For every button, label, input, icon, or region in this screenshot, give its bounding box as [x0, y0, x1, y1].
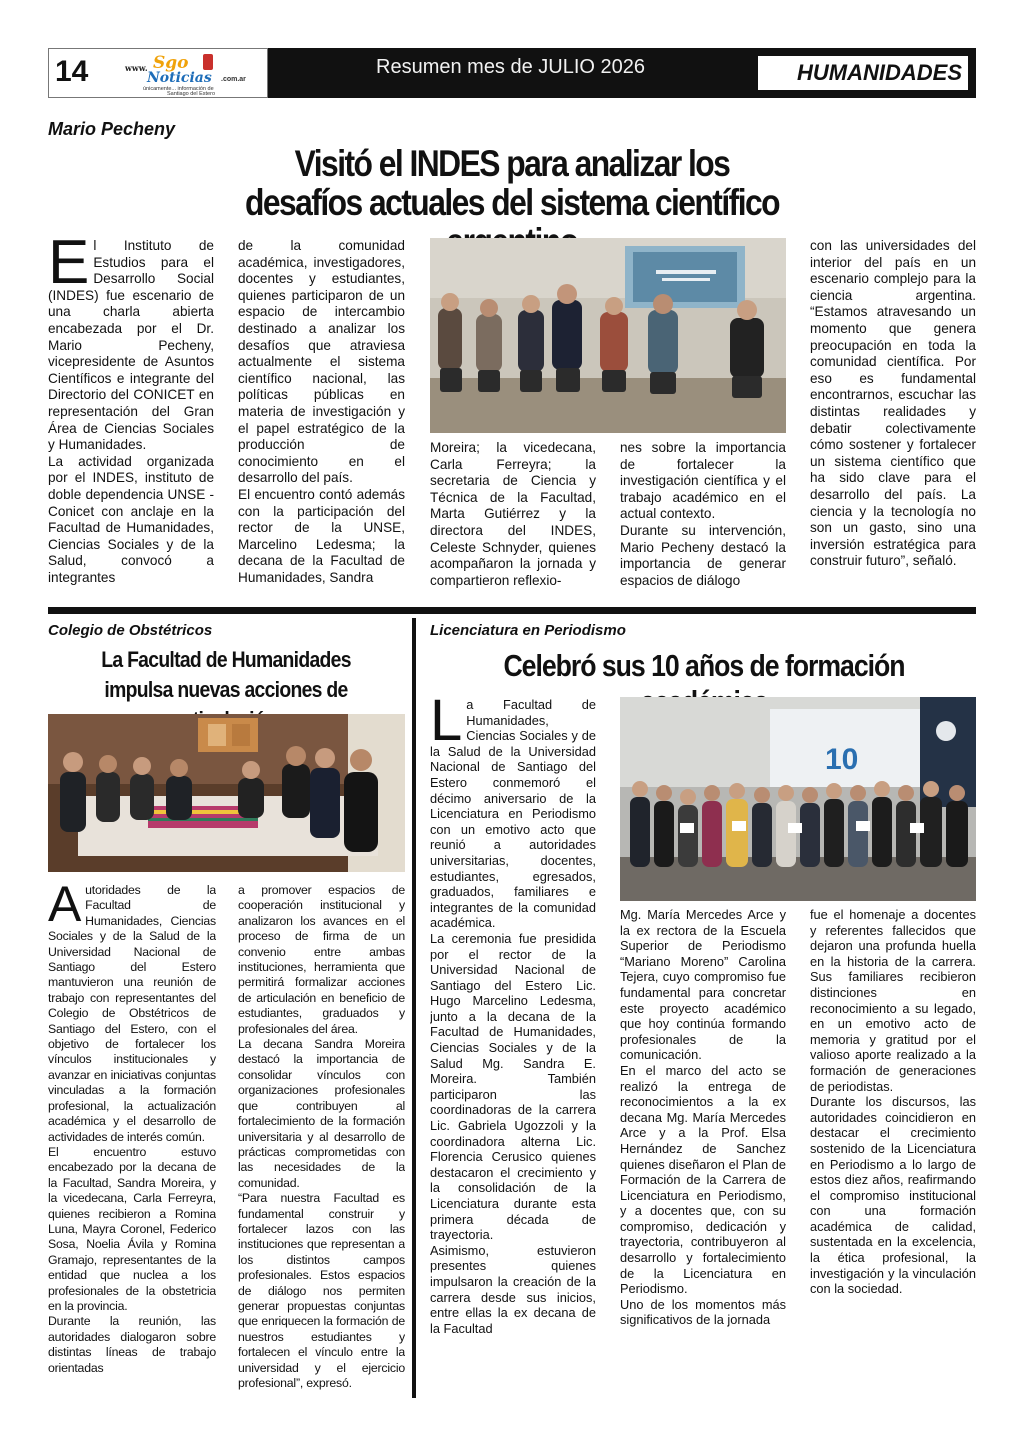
article2-column-1	[48, 883, 216, 1398]
svg-text:10: 10	[825, 743, 859, 776]
article3-paragraph: Durante los discursos, las autoridades coincidieron en destacar el crecimiento sostenido de la Licenciatura en Periodismo a lo largo de estos diez años, reafirmando el compromiso institucional con una formación académica de calidad, sustentada en la excelencia, la ética profesional, la investigación y la vinculación con la sociedad.	[810, 1094, 976, 1297]
article3-paragraph: Mg. María Mercedes Arce y la ex rectora de la Escuela Superior de Periodismo “Mariano Moreno” Carolina Tejera, cuyo compromiso fue fundamental para concretar este proyecto académico que hoy continúa formando profesionales de la comunicación.	[620, 907, 786, 1063]
logo-sgo: Sgo	[153, 53, 189, 73]
horizontal-divider	[48, 607, 976, 614]
article2-paragraph: a promover espacios de cooperación institucional y analizaron los avances en el proceso de firma de un convenio entre ambas instituciones, herramienta que permitirá formalizar acciones de articulación en beneficio de estudiantes, graduados y profesionales del área.	[238, 883, 405, 1036]
article1-paragraph: con las universidades del interior del país en un escenario complejo para la ciencia argentina. “Estamos atravesando un momento que genera preocupación en toda la comunidad científica. Por eso es fundamental encontrarnos, escuchar las distintas realidades y debatir colectivamente cómo sostener y fortalecer un sistema científico que ha sido clave para el desarrollo del país. La ciencia y la tecnología no son un gasto, sino una inversión estratégica para construir futuro”, señaló.	[810, 238, 976, 569]
article3-headline: Celebró sus 10 años de formación	[503, 648, 905, 683]
article1-paragraph: El encuentro contó además con la participación del rector de la UNSE, Marcelino Ledesma; la decana de la Facultad de Humanidades, Sandra	[238, 486, 405, 585]
article3-kicker: Licenciatura en Periodismo	[430, 622, 626, 639]
article1-column-4	[620, 440, 786, 600]
article2-paragraph: “Para nuestra Facultad es fundamental construir y fortalecer lazos con las instituciones que representan a los distintos campos profesionales. Estos espacios de diálogo nos permiten generar propuestas conjuntas que enriquecen la formación de nuestros estudiantes y fortalecen el vínculo entre la universidad y el ejercicio profesional”, expresó.	[238, 1191, 405, 1390]
article2-column-2	[238, 883, 405, 1398]
article1-headline: Visitó el INDES para analizar los desafíos actuales del sistema científico	[244, 143, 780, 223]
article1-photo-conference	[430, 238, 786, 433]
article3-paragraph: fue el homenaje a docentes y referentes fallecidos que dejaron una profunda huella en la historia de la carrera. Sus familiares recibieron distinciones en reconocimiento a su legado, en un emotivo acto de memoria y gratitud por el valioso aporte realizado a la formación de generaciones de periodistas.	[810, 907, 976, 1094]
logo-domain: .com.ar	[221, 76, 246, 83]
article2-paragraph: La decana Sandra Moreira destacó la importancia de consolidar vínculos con organizaciones profesionales que contribuyen al fortalecimiento de la formación universitaria y al desarrollo de prácticas comprometidas con las necesidades de la comunidad.	[238, 1037, 405, 1190]
article1-paragraph: Durante su intervención, Mario Pecheny destacó la importancia de generar espacios de diálogo	[620, 522, 786, 588]
article2-paragraph: Durante la reunión, las autoridades dialogaron sobre distintas líneas de trabajo orientadas	[48, 1314, 216, 1375]
article2-headline: La Facultad de Humanidades impulsa nuevas acciones de	[101, 647, 351, 702]
article1-paragraph: Moreira; la vicedecana, Carla Ferreyra; la secretaria de Ciencia y Técnica de la Facultad, Marta Gutiérrez y la directora del INDES, Celeste Schnyder, quienes acompañaron la jornada y compartieron reflexio-	[430, 440, 596, 588]
article2-photo-meeting	[48, 714, 405, 872]
logo-tagline-2: Santiago del Estero	[167, 91, 216, 97]
article1-paragraph: l Instituto de Estudios para el Desarrollo Social (INDES) fue escenario de una charla abierta encabezada por el Dr. Mario Pecheny, vicepresidente de Asuntos Científicos e integrante del Directorio del CONICET en representación del Gran Área de Ciencias Sociales y Humanidades.	[48, 238, 214, 453]
page-header	[48, 48, 976, 98]
article2-paragraph: El encuentro estuvo encabezado por la decana de la Facultad, Sandra Moreira, y la vicedecana, Carla Ferreyra, quienes recibieron a Romina Luna, Mayra Coronel, Federico Sosa, Noelia Ávila y Romina Gramajo, representantes de la entidad que nuclea a los profesionales de la obstetricia en la provincia.	[48, 1144, 216, 1313]
article3-column-1	[430, 697, 596, 1397]
page-number: 14	[55, 55, 89, 88]
page-number-box	[48, 48, 268, 98]
vertical-divider	[412, 618, 416, 1398]
article1-dropcap: E	[48, 238, 90, 297]
article3-paragraph: En el marco del acto se realizó la entrega de reconocimientos a la ex decana Mg. María Mercedes Arce y a la Prof. Elsa Hernández de Sanchez quienes diseñaron el Plan de Formación de la Carrera de Licenciatura en Periodismo, y a docentes que, con su compromiso, dedicación y trayectoria, contribuyeron al desarrollo y fortalecimiento de la Licenciatura en Periodismo.	[620, 1062, 786, 1297]
article3-paragraph: Uno de los momentos más significativos de la jornada	[620, 1296, 786, 1328]
logo-tagline-1: únicamente... información de	[143, 86, 214, 92]
article1-column-5	[810, 238, 976, 600]
sgonoticias-logo	[125, 53, 265, 95]
article2-kicker: Colegio de Obstétricos	[48, 622, 213, 639]
article3-column-3	[810, 907, 976, 1397]
article3-dropcap: L	[430, 697, 463, 753]
article1-paragraph: nes sobre la importancia de fortalecer la investigación científica y el trabajo académico en el actual contexto.	[620, 440, 786, 522]
article3-column-2	[620, 907, 786, 1397]
article3-photo-anniversary	[620, 697, 976, 901]
article3-paragraph: La ceremonia fue presidida por el rector de la Universidad Nacional de Santiago del Estero Lic. Hugo Marcelino Ledesma, junto a la decana de la Facultad de Humanidades, Ciencias Sociales y de la Salud Mg. Sandra E. Moreira. También participaron las coordinadoras de la carrera Lic. Gabriela Ugozzoli y la coordinadora alterna Lic. Florencia Cerusico quienes destacaron el crecimiento y la consolidación de la Licenciatura durante esta primera década de trayectoria.	[430, 930, 596, 1243]
article1-column-1	[48, 238, 214, 600]
article3-paragraph: a Facultad de Humanidades, Ciencias Sociales y de la Salud de la Universidad Nacional de Santiago del Estero conmemoró el décimo aniversario de la Licenciatura en Periodismo con un emotivo acto que reunió a autoridades universitarias, docentes, estudiantes, egresados, graduados, familiares e integrantes de la comunidad académica.	[430, 697, 596, 931]
logo-www: www.	[125, 63, 148, 73]
article3-paragraph: Asimismo, estuvieron presentes quienes impulsaron la creación de la carrera desde sus inicios, entre ellas la ex decana de la Facultad	[430, 1242, 596, 1336]
issue-title: Resumen mes de JULIO 2026	[376, 56, 646, 78]
article1-column-2	[238, 238, 405, 600]
logo-mark-icon	[203, 54, 213, 70]
article1-paragraph: La actividad organizada por el INDES, instituto de doble dependencia UNSE - Conicet con anclaje en la Facultad de Humanidades, Ciencias Sociales y de la Salud, convocó a integrantes	[48, 453, 214, 585]
logo-noticias: Noticias	[147, 70, 212, 86]
section-label: HUMANIDADES	[797, 60, 962, 85]
article1-column-3	[430, 440, 596, 600]
header-bar	[268, 48, 976, 98]
article1-kicker: Mario Pecheny	[48, 119, 176, 139]
article1-paragraph: de la comunidad académica, investigadores, docentes y estudiantes, quienes participaron de un espacio de intercambio destinado a analizar los desafíos que atraviesa actualmente el sistema científico nacional, las políticas públicas en materia de investigación y el papel estratégico de la producción de conocimiento en el desarrollo del país.	[238, 238, 405, 486]
article2-paragraph: utoridades de la Facultad de Humanidades, Ciencias Sociales y de la Salud de la Universidad Nacional de Santiago del Estero mantuvieron una reunión de trabajo con representantes del Colegio de Obstétricos de Santiago del Estero, con el objetivo de fortalecer los vínculos institucionales y avanzar en iniciativas conjuntas vinculadas a la formación profesional, la actualización académica y el desarrollo de actividades de interés común.	[48, 883, 216, 1144]
section-label-box	[758, 56, 968, 90]
article2-dropcap: A	[48, 883, 82, 932]
